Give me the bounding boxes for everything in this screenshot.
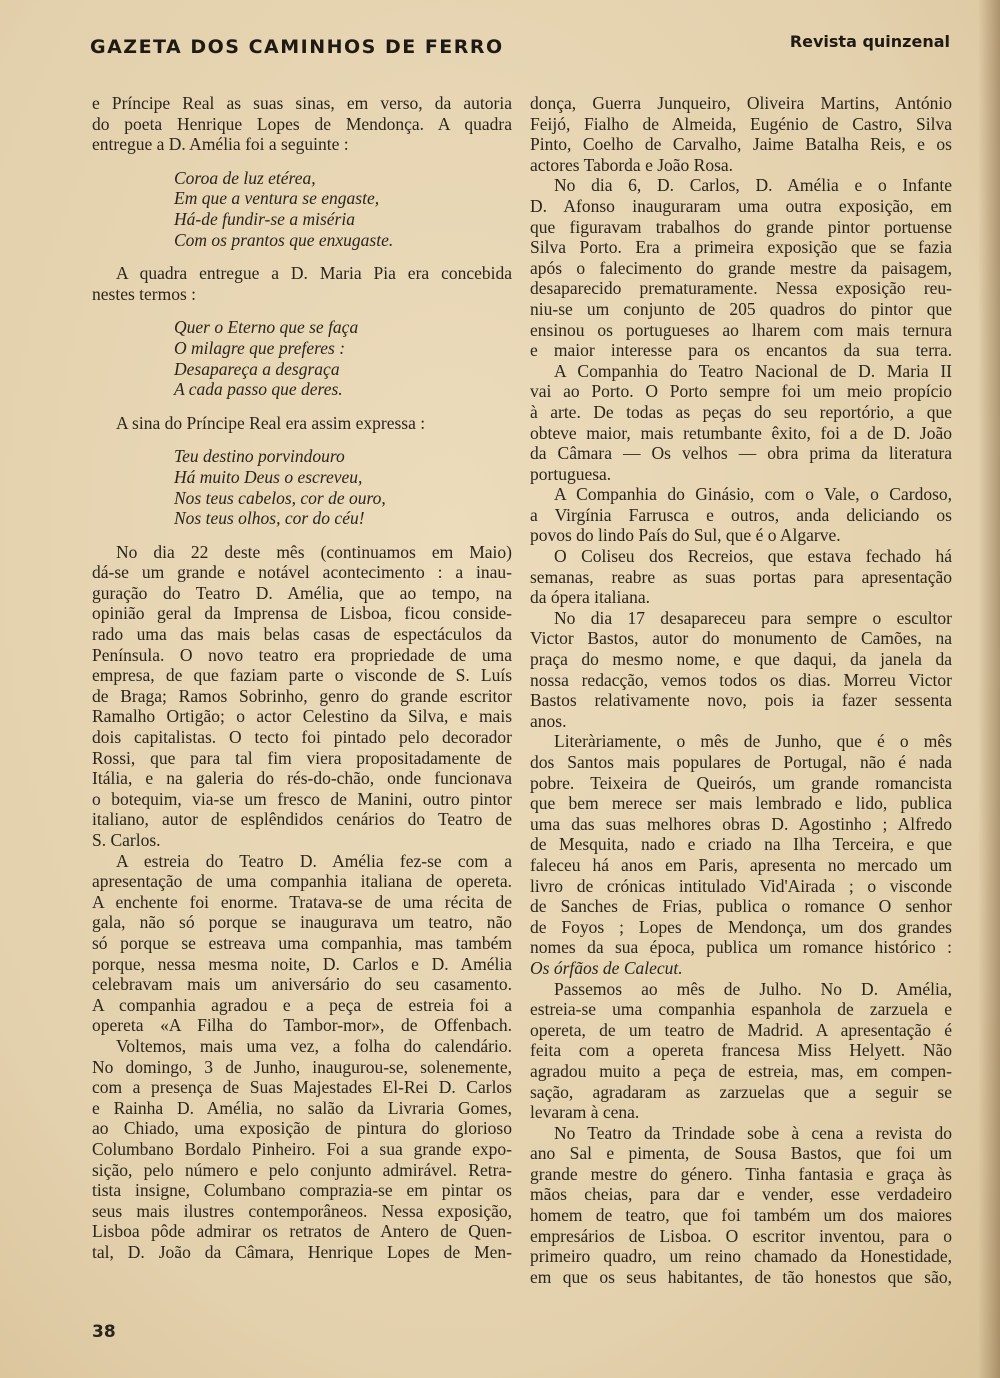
text-line: Pinto, Coelho de Carvalho, Jaime Batalha Reis, e os <box>530 134 952 155</box>
text-line: tista insigne, Columbano comprazia-se em pintar os <box>92 1180 512 1201</box>
text-line: ano Sal e pimenta, de Sousa Bastos, que foi um <box>530 1143 952 1164</box>
text-line: Silva Porto. Era a primeira exposição que se fazia <box>530 237 952 258</box>
text-line: Columbano Bordalo Pinheiro. Foi a sua grande expo- <box>92 1138 512 1159</box>
text-line: gala, não só porque se inaugurava um teatro, não <box>92 912 512 933</box>
text-line: dois capitalistas. O tecto foi pintado pelo decorador <box>92 727 512 748</box>
text-line: ao Chiado, uma exposição de pintura do glorioso <box>92 1118 512 1139</box>
text-line: do poeta Henrique Lopes de Mendonça. A quadra <box>92 113 512 134</box>
text-line: A Companhia do Teatro Nacional de D. Maria II <box>554 360 952 381</box>
text-line: A enchente foi enorme. Tratava-se de uma récita de <box>92 891 512 912</box>
text-line: Passemos ao mês de Julho. No D. Amélia, <box>554 978 952 999</box>
paragraph-spacer <box>92 250 512 263</box>
text-line: celebravam mais um aniversário do seu casamento. <box>92 974 512 995</box>
text-line: levaram à cena. <box>530 1102 640 1123</box>
verse-line: Em que a ventura se engaste, <box>174 188 380 209</box>
text-column-right <box>530 93 952 1287</box>
text-line: opereta «A Filha do Tambor-mor», de Offenbach. <box>92 1015 512 1036</box>
text-line: Península. O novo teatro era propriedade de uma <box>92 644 512 665</box>
text-line: anos. <box>530 710 567 731</box>
text-line: niu-se um conjunto de 205 quadros do pintor que <box>530 298 952 319</box>
text-line: Victor Bastos, autor do monumento de Camões, na <box>530 628 952 649</box>
text-line: seus mais ilustres contemporâneos. Nessa exposição, <box>92 1200 512 1221</box>
text-line: Bastos relativamente novo, pois ia fazer sessenta <box>530 690 952 711</box>
verse-line: Nos teus olhos, cor do céu! <box>174 508 365 529</box>
text-line: Feijó, Fialho de Almeida, Eugénio de Castro, Silva <box>530 113 952 134</box>
text-line: de Foyos ; Lopes de Mendonça, um dos grandes <box>530 916 952 937</box>
text-line: após o falecimento do grande mestre da paisagem, <box>530 257 952 278</box>
text-line: à arte. De todas as peças do seu reportório, a que <box>530 401 952 422</box>
text-line: homem de teatro, que foi também um dos maiores <box>530 1205 952 1226</box>
text-line: ensinou os portugueses ao lharem com mais ternura <box>530 319 952 340</box>
text-line: pobre. Teixeira de Queirós, um grande romancista <box>530 772 952 793</box>
text-line: faleceu há anos em Paris, apresenta no mercado um <box>530 854 952 875</box>
text-line: guração do Teatro D. Amélia, que ao tempo, na <box>92 582 512 603</box>
text-line: donça, Guerra Junqueiro, Oliveira Martins, António <box>530 93 952 113</box>
text-line: sição, pelo número e pelo conjunto admirável. Retra- <box>92 1159 512 1180</box>
text-line: com a presença de Suas Majestades El-Rei D. Carlos <box>92 1077 512 1098</box>
text-line: agradou muito a peça de estreia, mas, em compen- <box>530 1060 952 1081</box>
text-line: A companhia agradou e a peça de estreia foi a <box>92 994 512 1015</box>
text-line: mãos cheias, para dar e vender, esse verdadeiro <box>530 1184 952 1205</box>
running-header-subtitle: Revista quinzenal <box>789 32 950 51</box>
text-line: vai ao Porto. O Porto sempre foi um meio propício <box>530 381 952 402</box>
text-line: nestes termos : <box>92 283 197 304</box>
text-line: portuguesa. <box>530 463 612 484</box>
text-line: Ramalho Ortigão; o actor Celestino da Silva, e mais <box>92 706 512 727</box>
text-line: praça do mesmo nome, e que daqui, da janela da <box>530 649 952 670</box>
text-line: rado uma das mais belas casas de espectáculos da <box>92 624 512 645</box>
verse-line: Com os prantos que enxugaste. <box>174 229 394 250</box>
verse-line: Quer o Eterno que se faça <box>174 317 359 338</box>
text-line: da Câmara — Os velhos — obra prima da literatura <box>530 443 952 464</box>
text-line: D. Afonso inauguraram uma outra exposição, em <box>530 195 952 216</box>
text-line: opinião geral da Imprensa de Lisboa, ficou conside- <box>92 603 512 624</box>
page-spine-shadow <box>978 0 1000 1378</box>
text-line: estreia-se uma companhia espanhola de zarzuela e <box>530 999 952 1020</box>
text-line: Itália, e na galeria do rés-do-chão, onde funcionava <box>92 768 512 789</box>
text-line: dos Santos mais populares de Portugal, não é nada <box>530 752 952 772</box>
text-line: tal, D. João da Câmara, Henrique Lopes de Men- <box>92 1241 512 1262</box>
page-number: 38 <box>92 1322 116 1342</box>
text-line: obteve maior, mais retumbante êxito, foi a de D. João <box>530 422 952 443</box>
paragraph-spacer <box>92 433 512 446</box>
text-line: Rossi, que para tal fim viera propositadamente de <box>92 747 512 768</box>
text-line: livro de crónicas intitulado Vid'Airada ; o visconde <box>530 875 952 896</box>
text-line: dá-se um grande e notável acontecimento : a inau- <box>92 562 512 583</box>
text-line: No Teatro da Trindade sobe à cena a revista do <box>554 1122 952 1143</box>
text-line: da ópera italiana. <box>530 587 651 608</box>
text-line: desaparecido prematuramente. Nessa exposição reu- <box>530 278 952 299</box>
text-line: feita com a opereta francesa Miss Helyett. Não <box>530 1040 952 1061</box>
text-line: porque, nessa mesma noite, D. Carlos e D. Amélia <box>92 953 512 974</box>
verse-line: Nos teus cabelos, cor de ouro, <box>174 487 386 508</box>
text-line: em que os seus habitantes, de tão honestos que são, <box>530 1266 952 1287</box>
text-line: A estreia do Teatro D. Amélia fez-se com a <box>116 850 512 871</box>
paragraph-spacer <box>92 400 512 413</box>
text-line: No domingo, 3 de Junho, inaugurou-se, solenemente, <box>92 1056 512 1077</box>
running-header-title: GAZETA DOS CAMINHOS DE FERRO <box>90 36 504 58</box>
text-line: Voltemos, mais uma vez, a folha do calendário. <box>116 1035 512 1056</box>
text-line: nossa redacção, vemos todos os dias. Morreu Victor <box>530 669 952 690</box>
text-line: No dia 17 desapareceu para sempre o escultor <box>554 607 952 628</box>
text-line: O Coliseu dos Recreios, que estava fechado há <box>554 546 952 567</box>
text-line: No dia 22 deste mês (continuamos em Maio) <box>116 541 512 562</box>
text-line: actores Taborda e João Rosa. <box>530 154 734 175</box>
text-line: a Virgínia Farrusca e outros, anda deliciando os <box>530 504 952 525</box>
text-line: semanas, reabre as suas portas para apresentação <box>530 566 952 587</box>
paragraph-spacer <box>92 304 512 317</box>
text-line: e Rainha D. Amélia, no salão da Livraria Gomes, <box>92 1097 512 1118</box>
text-line: A Companhia do Ginásio, com o Vale, o Cardoso, <box>554 484 952 505</box>
text-line: A sina do Príncipe Real era assim expressa : <box>116 412 426 433</box>
text-line: Os órfãos de Calecut. <box>530 957 683 978</box>
verse-line: Há muito Deus o escreveu, <box>174 466 363 487</box>
verse-line: O milagre que preferes : <box>174 337 346 358</box>
text-line: uma das suas melhores obras D. Agostinho ; Alfredo <box>530 813 952 834</box>
text-line: primeiro quadro, um reino chamado da Honestidade, <box>530 1246 952 1267</box>
text-line: sação, agradaram as zarzuelas que a seguir se <box>530 1081 952 1102</box>
text-line: de Mesquita, nado e criado na Ilha Terceira, e que <box>530 834 952 855</box>
text-column-left <box>92 93 512 1262</box>
text-line: de Braga; Ramos Sobrinho, genro do grande escritor <box>92 685 512 706</box>
verse-line: Desapareça a desgraça <box>174 358 340 379</box>
verse-line: Há-de fundir-se a miséria <box>174 208 355 229</box>
text-line: que bem merece ser mais lembrado e lido, publica <box>530 793 952 814</box>
text-line: o botequim, via-se um fresco de Manini, outro pintor <box>92 788 512 809</box>
verse-line: Coroa de luz etérea, <box>174 167 316 188</box>
text-line: S. Carlos. <box>92 830 161 850</box>
text-line: Lisboa pôde admirar os retratos de Antero de Quen- <box>92 1221 512 1242</box>
text-line: nomes da sua época, publica um romance histórico : <box>530 937 952 958</box>
paragraph-spacer <box>92 155 512 168</box>
verse-line: Teu destino porvindouro <box>174 446 345 467</box>
verse-line: A cada passo que deres. <box>174 379 343 400</box>
text-line: e maior interesse para os encantos da sua terra. <box>530 340 952 361</box>
paragraph-spacer <box>92 529 512 542</box>
text-line: empresa, de que faziam parte o visconde de S. Luís <box>92 665 512 686</box>
text-line: só porque se estreava uma companhia, mas também <box>92 932 512 953</box>
text-line: que figuravam trabalhos do grande pintor portuense <box>530 216 952 237</box>
text-line: empresários de Lisboa. O escritor inventou, para o <box>530 1225 952 1246</box>
text-line: e Príncipe Real as suas sinas, em verso, da autoria <box>92 93 512 113</box>
text-line: A quadra entregue a D. Maria Pia era concebida <box>116 263 512 284</box>
text-line: entregue a D. Amélia foi a seguinte : <box>92 134 349 155</box>
text-line: No dia 6, D. Carlos, D. Amélia e o Infante <box>554 175 952 196</box>
text-line: povos do lindo País do Sul, que é o Algarve. <box>530 525 841 546</box>
text-line: italiano, autor de esplêndidos cenários do Teatro de <box>92 809 512 830</box>
text-line: apresentação de uma companhia italiana de opereta. <box>92 871 512 892</box>
text-line: de Sanches de Frias, publica o romance O senhor <box>530 896 952 917</box>
text-line: Literàriamente, o mês de Junho, que é o mês <box>554 731 952 752</box>
text-line: grande mestre do género. Tinha fantasia e graça às <box>530 1163 952 1184</box>
text-line: opereta, de um teatro de Madrid. A apresentação é <box>530 1019 952 1040</box>
